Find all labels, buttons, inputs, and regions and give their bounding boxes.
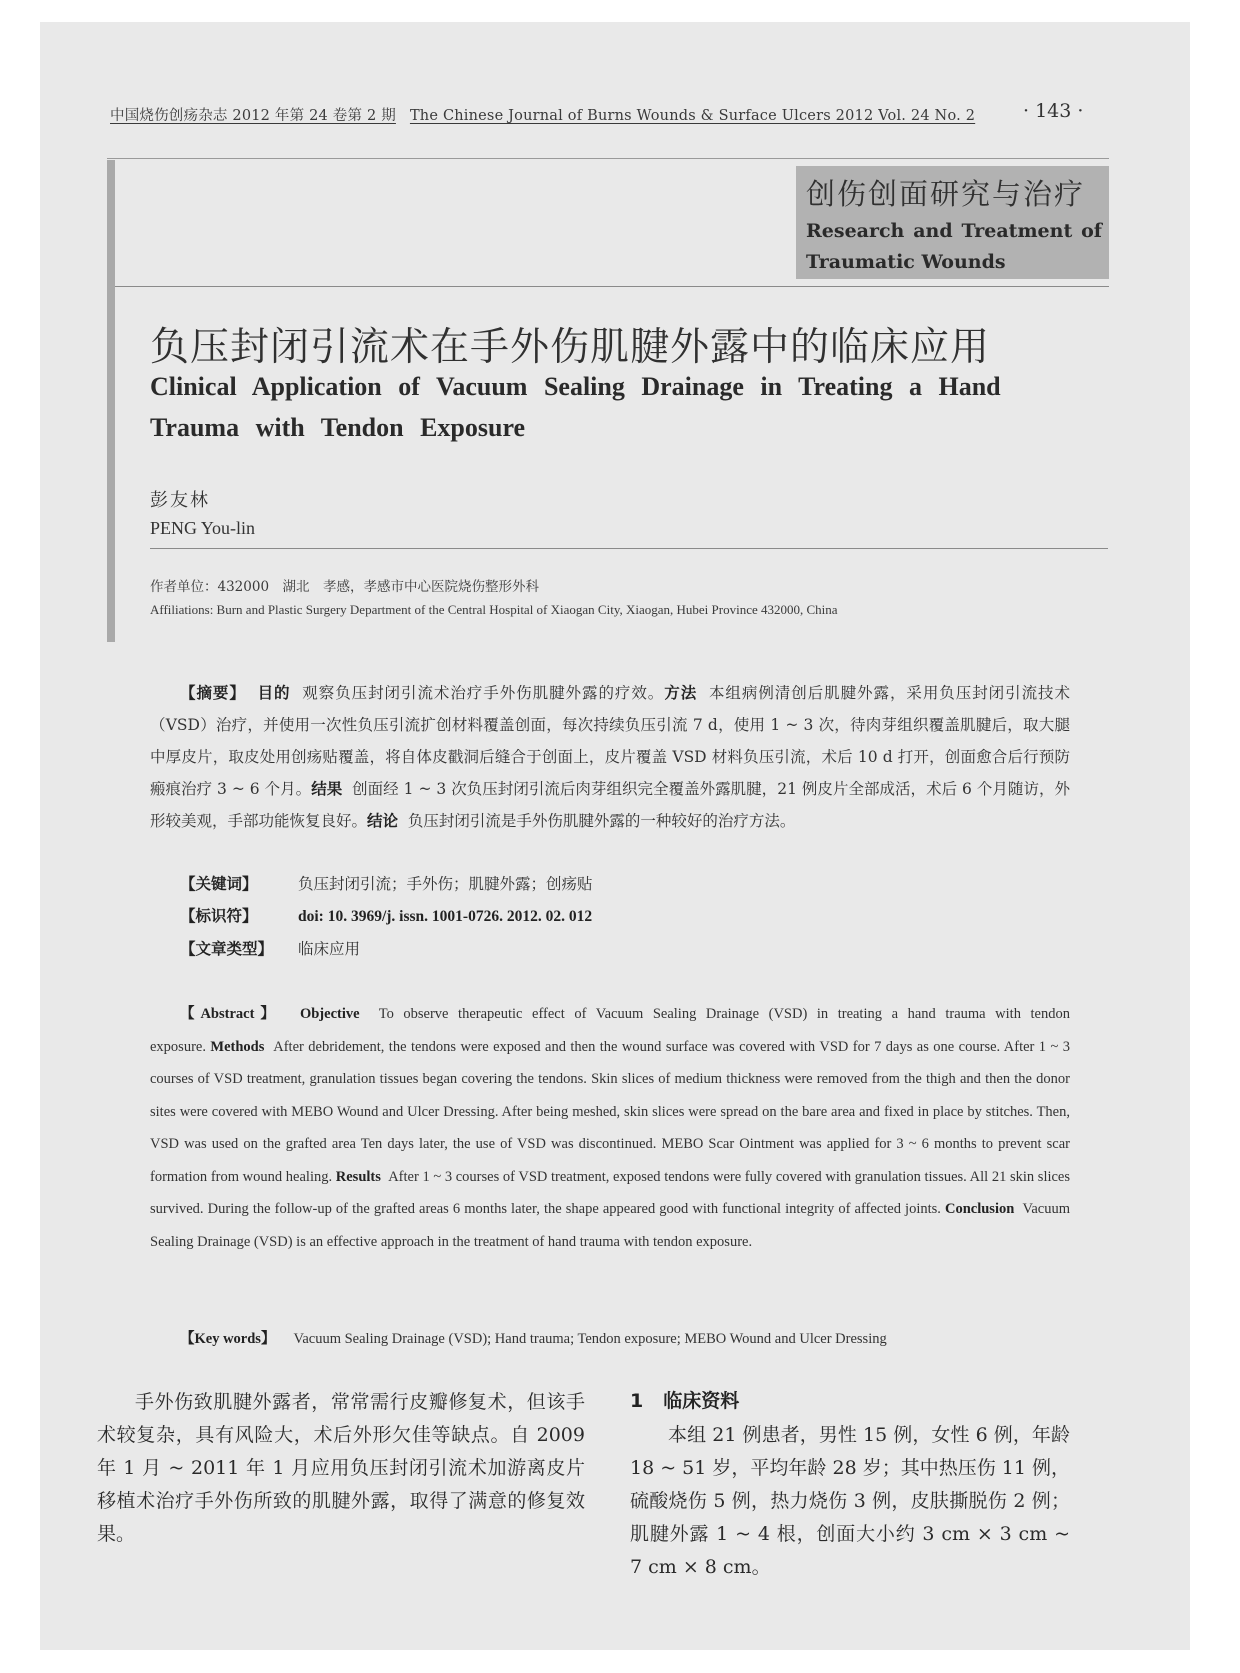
abstract-en bbox=[150, 998, 1070, 1258]
abstract-cn bbox=[150, 677, 1070, 837]
section-paragraph: 本组 21 例患者，男性 15 例，女性 6 例，年龄 18 ~ 51 岁，平均年龄 28 岁；其中热压伤 11 例，硫酸烧伤 5 例，热力烧伤 3 例，皮肤撕脱伤 2 例；肌腱外露 1 ~ 4 根，创面大小约 3 cm × 3 cm ~ 7 cm × 8 cm。 bbox=[630, 1424, 1070, 1578]
left-accent-bar bbox=[107, 160, 115, 642]
column-word: Research bbox=[806, 220, 905, 242]
column-title-en-line2: Traumatic Wounds bbox=[806, 251, 1006, 273]
article-type-label: 【文章类型】 bbox=[180, 940, 274, 958]
methods-text-cn: 本组病例清创后肌腱外露，采用负压封闭引流技术（VSD）治疗，并使用一次性负压引流扩创材料覆盖创面，每次持续负压引流 7 d，使用 1 ~ 3 次，待肉芽组织覆盖肌腱后，取大腿中厚皮片，取皮处用创疡贴覆盖，将自体皮戳洞后缝合于创面上，皮片覆盖 VSD 材料负压引流，术后 10 d 打开，创面愈合后行预防瘢痕治疗 3 ~ 6 个月。 bbox=[150, 684, 1070, 798]
author-divider bbox=[150, 548, 1108, 549]
results-text-en: After 1 ~ 3 courses of VSD treatment, exposed tendons were fully covered with granulation tissues. All 21 skin slices survived. During the follow-up of the grafted areas 6 months later, the shape appeared good with functional integrity of affected joints. bbox=[150, 1168, 1071, 1217]
abstract-en-label: 【Abstract】 bbox=[180, 1006, 281, 1022]
article-type-value: 临床应用 bbox=[298, 940, 361, 958]
column-word: and bbox=[913, 220, 953, 242]
objective-text-cn: 观察负压封闭引流术治疗手外伤肌腱外露的疗效。 bbox=[302, 684, 665, 702]
methods-label-en: Methods bbox=[210, 1038, 265, 1055]
article-title-en: Clinical Application of Vacuum Sealing Drainage in Treating a Hand Trauma with Tendon Exposure bbox=[150, 372, 1001, 442]
section-title: 临床资料 bbox=[663, 1390, 740, 1412]
conclusion-label-en: Conclusion bbox=[944, 1201, 1015, 1217]
column-word: Treatment bbox=[961, 220, 1073, 242]
affiliation-cn: 作者单位：432000 湖北 孝感，孝感市中心医院烧伤整形外科 bbox=[150, 579, 540, 595]
methods-label-cn: 方法 bbox=[664, 684, 698, 702]
keywords-en bbox=[180, 1327, 1070, 1348]
article-title-cn: 负压封闭引流术在手外伤肌腱外露中的临床应用 bbox=[150, 325, 991, 370]
conclusion-label-cn: 结论 bbox=[367, 812, 399, 830]
column-title-en bbox=[806, 216, 1102, 278]
keywords-cn bbox=[180, 872, 593, 894]
methods-text-en: After debridement, the tendons were exposed and then the wound surface was covered with VSD for 7 days as one course. After 1 ~ 3 courses of VSD treatment, granulation tissues began covering the tendons. Skin slices of medium thickness were removed from the thigh and then the donor sites were covered with MEBO Wound and Ulcer Dressing. After being meshed, skin slices were spread on the bare area and fixed in place by stitches. Then, VSD was used on the grafted area Ten days later, the use of VSD was discontinued. MEBO Scar Ointment was applied for 3 ~ 6 months to prevent scar formation from wound healing. bbox=[150, 1038, 1070, 1185]
keywords-cn-label: 【关键词】 bbox=[180, 875, 258, 893]
conclusion-text-en: Vacuum Sealing Drainage (VSD) is an effective approach in the treatment of hand trauma with tendon exposure. bbox=[150, 1201, 1070, 1250]
objective-label-en: Objective bbox=[299, 1006, 360, 1022]
running-head-en: The Chinese Journal of Burns Wounds & Surface Ulcers 2012 Vol. 24 No. 2 bbox=[409, 108, 976, 124]
running-head-cn: 中国烧伤创疡杂志 2012 年第 24 卷第 2 期 bbox=[110, 108, 396, 124]
identifier bbox=[180, 904, 592, 926]
keywords-en-label: 【Key words】 bbox=[180, 1331, 276, 1347]
conclusion-text-cn: 负压封闭引流是手外伤肌腱外露的一种较好的治疗方法。 bbox=[407, 812, 796, 830]
page-number: · 143 · bbox=[1023, 100, 1084, 122]
article-type bbox=[180, 937, 360, 959]
objective-text-en: To observe therapeutic effect of Vacuum Sealing Drainage (VSD) in treating a hand trauma with tendon exposure. bbox=[150, 1006, 1070, 1055]
keywords-en-value: Vacuum Sealing Drainage (VSD); Hand trauma; Tendon exposure; MEBO Wound and Ulcer Dressing bbox=[293, 1331, 887, 1347]
results-label-en: Results bbox=[335, 1168, 381, 1185]
results-label-cn: 结果 bbox=[311, 780, 343, 798]
section-heading bbox=[630, 1386, 739, 1413]
objective-label-cn: 目的 bbox=[257, 684, 291, 702]
affiliation-en: Affiliations: Burn and Plastic Surgery Department of the Central Hospital of Xiaogan City, Xiaogan, Hubei Province 432000, China bbox=[150, 602, 838, 617]
running-head bbox=[110, 104, 975, 125]
identifier-label: 【标识符】 bbox=[180, 907, 258, 925]
column-word: of bbox=[1081, 220, 1102, 242]
author-name-cn: 彭友林 bbox=[150, 490, 210, 511]
section-number: 1 bbox=[630, 1390, 644, 1412]
results-text-cn: 创面经 1 ~ 3 次负压封闭引流后肉芽组织完全覆盖外露肌腱，21 例皮片全部成活，术后 6 个月随访，外形较美观，手部功能恢复良好。 bbox=[150, 780, 1070, 830]
author-name-en: PENG You-lin bbox=[150, 518, 256, 538]
column-title-cn: 创伤创面研究与治疗 bbox=[806, 177, 1086, 211]
abstract-cn-label: 【摘要】 bbox=[180, 684, 246, 702]
doi-value: doi: 10. 3969/j. issn. 1001-0726. 2012. 02. 012 bbox=[298, 908, 593, 925]
intro-paragraph: 手外伤致肌腱外露者，常常需行皮瓣修复术，但该手术较复杂，具有风险大，术后外形欠佳等缺点。自 2009 年 1 月 ~ 2011 年 1 月应用负压封闭引流术加游离皮片移植术治疗手外伤所致的肌腱外露，取得了满意的修复效果。 bbox=[97, 1391, 585, 1545]
keywords-cn-value: 负压封闭引流；手外伤；肌腱外露；创疡贴 bbox=[298, 875, 593, 893]
